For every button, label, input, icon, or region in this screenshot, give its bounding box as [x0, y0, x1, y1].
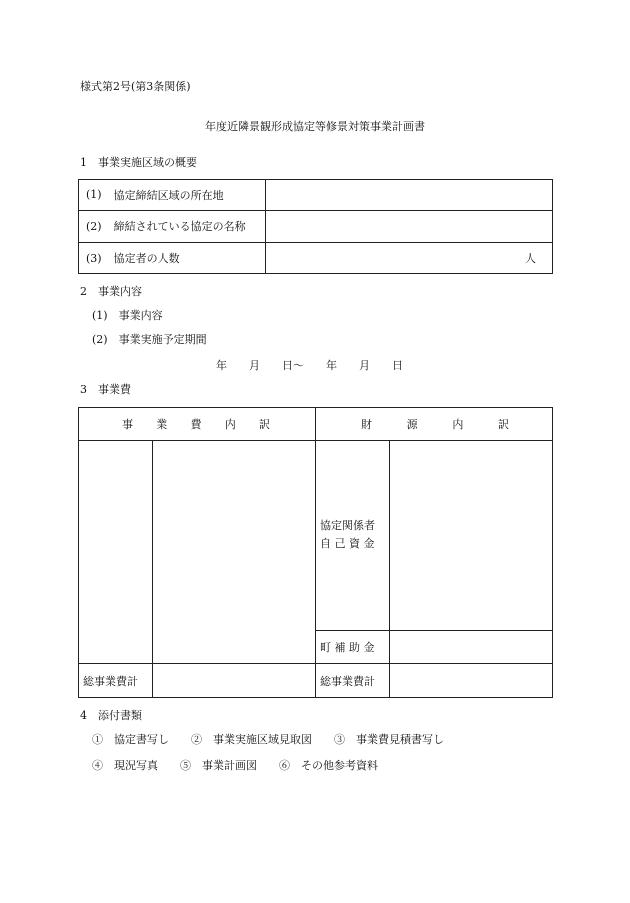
header-char: 業	[156, 417, 168, 431]
self-funds-label-line1: 協定関係者	[320, 519, 375, 532]
project-period-label: (2) 事業実施予定期間	[92, 333, 207, 346]
header-char: 内	[224, 417, 236, 431]
header-char: 源	[406, 417, 418, 431]
form-number: 様式第2号(第3条関係)	[80, 80, 191, 93]
row-label: 協定者の人数	[113, 252, 180, 265]
overview-row-agreement-name	[86, 210, 246, 242]
attachments-line2: ④ 現況写真 ⑤ 事業計画図 ⑥ その他参考資料	[92, 759, 378, 772]
header-char: 財	[361, 417, 372, 431]
cost-breakdown-header	[122, 407, 270, 440]
overview-row-location	[86, 179, 224, 210]
page-title: 年度近隣景観形成協定等修景対策事業計画書	[205, 120, 425, 133]
attachments-line1: ① 協定書写し ② 事業実施区域見取図 ③ 事業費見積書写し	[92, 733, 444, 746]
member-count-unit: 人	[525, 252, 536, 265]
funding-breakdown-header	[361, 407, 509, 440]
header-char: 内	[452, 417, 464, 431]
town-subsidy-label: 町 補 助 金	[320, 640, 375, 654]
section2-heading: 2 事業内容	[80, 285, 142, 298]
row-number: (1)	[86, 188, 102, 201]
overview-row-member-count	[86, 242, 180, 274]
row-number: (3)	[86, 251, 102, 265]
header-char: 費	[190, 417, 202, 431]
total-cost-label-left: 総事業費計	[83, 674, 138, 688]
project-content-label: (1) 事業内容	[92, 309, 163, 322]
row-label: 締結されている協定の名称	[113, 220, 246, 233]
row-label: 協定締結区域の所在地	[113, 188, 224, 202]
section4-heading: 4 添付書類	[80, 709, 142, 722]
header-char: 訳	[497, 417, 509, 431]
self-funds-label-line2: 自 己 資 金	[320, 537, 375, 550]
header-char: 訳	[259, 417, 270, 431]
row-number: (2)	[86, 219, 102, 233]
total-cost-label-right: 総事業費計	[320, 674, 375, 688]
header-char: 事	[122, 417, 133, 431]
section1-heading: 1 事業実施区域の概要	[80, 156, 197, 169]
section3-heading: 3 事業費	[80, 383, 131, 396]
project-period-dates: 年 月 日～ 年 月 日	[216, 359, 403, 372]
